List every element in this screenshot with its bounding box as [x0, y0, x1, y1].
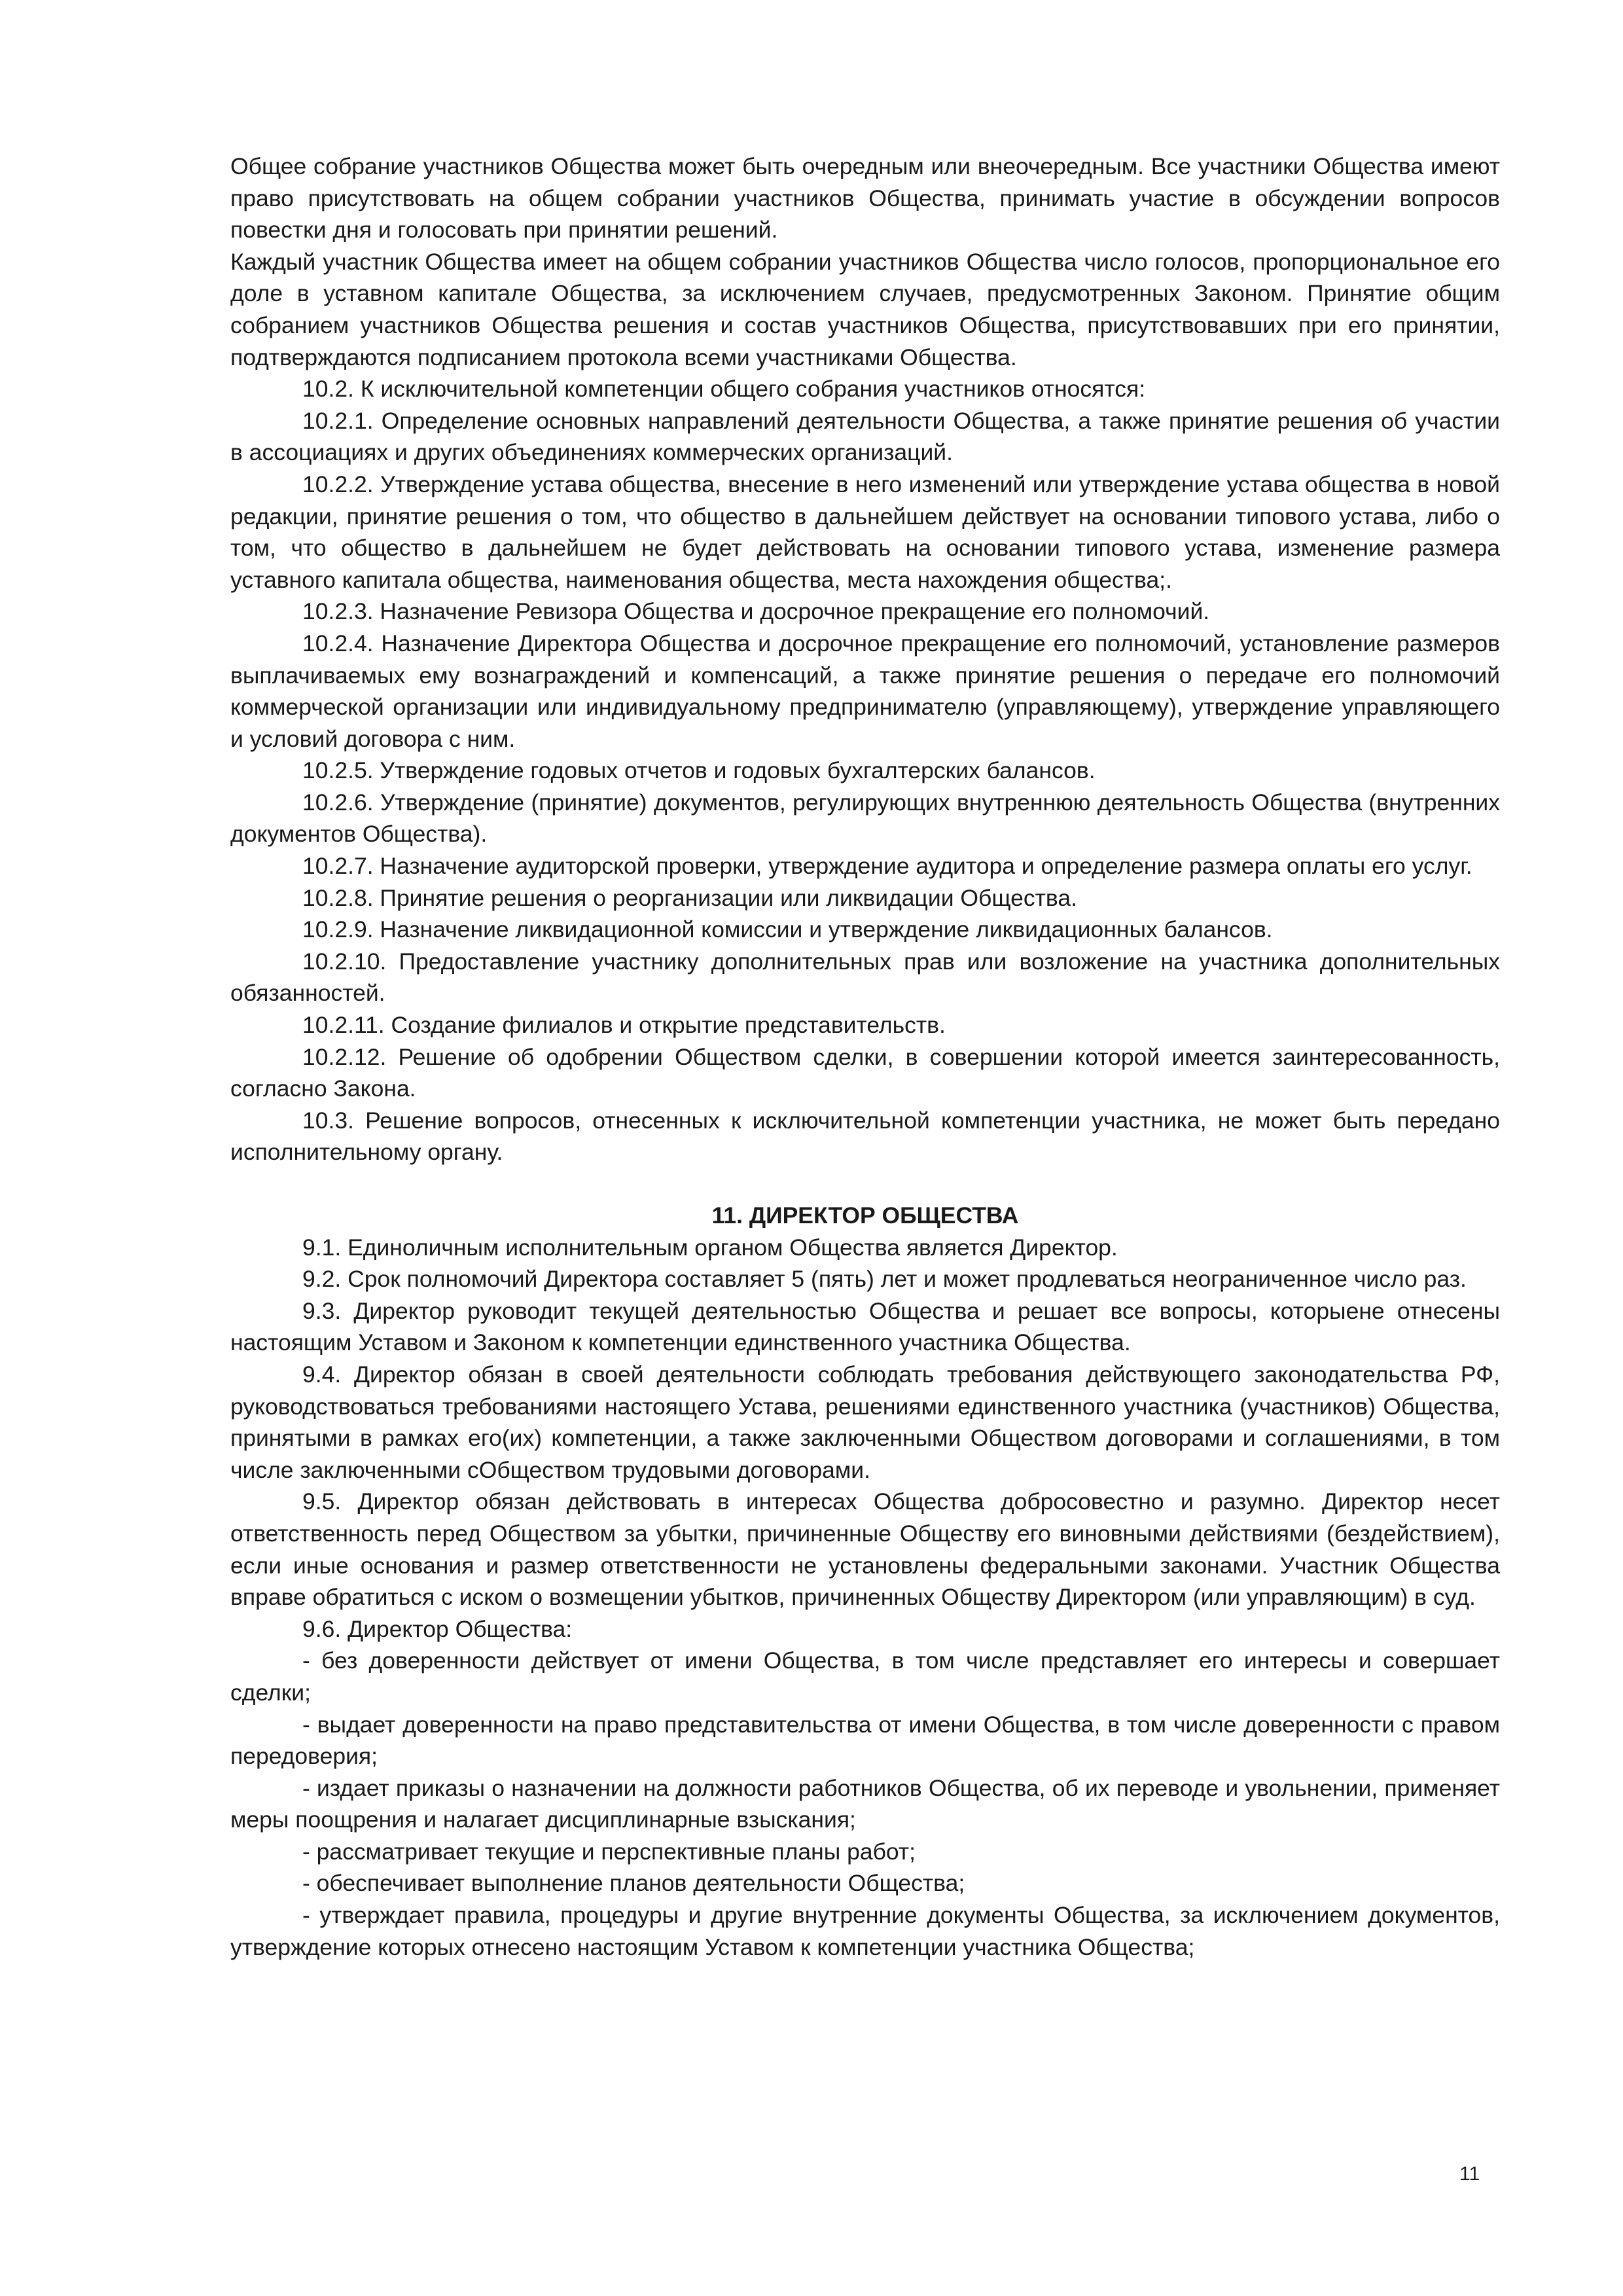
list-item: - рассматривает текущие и перспективные планы работ; [302, 1838, 916, 1865]
clause-10-3: 10.3. Решение вопросов, отнесенных к исключительной компетенции участника, не может быть передано исполнительному органу. [230, 1107, 1500, 1166]
list-item: - без доверенности действует от имени Общества, в том числе представляет его интересы и совершает сделки; [230, 1647, 1500, 1706]
clause-10-2-11: 10.2.11. Создание филиалов и открытие представительств. [302, 1012, 946, 1039]
clause-10-2-5: 10.2.5. Утверждение годовых отчетов и годовых бухгалтерских балансов. [302, 757, 1096, 784]
clause-10-2: 10.2. К исключительной компетенции общего собрания участников относятся: [302, 376, 1146, 403]
clause-10-2-12: 10.2.12. Решение об одобрении Обществом сделки, в совершении которой имеется заинтересованность, согласно Закона. [230, 1043, 1500, 1102]
clause-10-2-1: 10.2.1. Определение основных направлений деятельности Общества, а также принятие решения об участии в ассоциациях и других объединениях коммерческих организаций. [230, 407, 1500, 466]
list-item: - обеспечивает выполнение планов деятельности Общества; [302, 1870, 965, 1897]
page-number: 11 [1459, 2163, 1480, 2185]
clause-10-2-3: 10.2.3. Назначение Ревизора Общества и досрочное прекращение его полномочий. [302, 598, 1210, 625]
clause-10-2-6: 10.2.6. Утверждение (принятие) документов, регулирующих внутреннюю деятельность Общества (внутренних документов Общества). [230, 789, 1500, 848]
document-page [230, 151, 1500, 1963]
clause-10-2-10: 10.2.10. Предоставление участнику дополнительных прав или возложение на участника дополнительных обязанностей. [230, 948, 1500, 1007]
list-item: - выдает доверенности на право представительства от имени Общества, в том числе доверенности с правом передоверия; [230, 1711, 1500, 1770]
section-heading: 11. ДИРЕКТОР ОБЩЕСТВА [711, 1202, 1019, 1229]
clause-9-2: 9.2. Срок полномочий Директора составляет 5 (пять) лет и может продлеваться неограниченное число раз. [302, 1266, 1467, 1293]
clause-9-1: 9.1. Единоличным исполнительным органом Общества является Директор. [302, 1234, 1118, 1261]
clause-9-3: 9.3. Директор руководит текущей деятельностью Общества и решает все вопросы, которыене отнесены настоящим Уставом и Законом к компетенции единственного участника Общества. [230, 1297, 1500, 1356]
clause-9-5: 9.5. Директор обязан действовать в интересах Общества добросовестно и разумно. Директор несет ответственность перед Обществом за убытки, причиненные Обществу его виновными действиями (бездействием), если иные основания и размер ответственности не установлены федеральными законами. Участник Общества вправе обратиться с иском о возмещении убытков, причиненных Обществу Директором (или управляющим) в суд. [230, 1488, 1500, 1611]
clause-10-2-9: 10.2.9. Назначение ликвидационной комиссии и утверждение ликвидационных балансов. [302, 916, 1273, 943]
list-item: - издает приказы о назначении на должности работников Общества, об их переводе и увольнении, применяет меры поощрения и налагает дисциплинарные взыскания; [230, 1774, 1500, 1833]
clause-10-2-7: 10.2.7. Назначение аудиторской проверки, утверждение аудитора и определение размера оплаты его услуг. [302, 853, 1472, 880]
clause-10-2-2: 10.2.2. Утверждение устава общества, внесение в него изменений или утверждение устава общества в новой редакции, принятие решения о том, что общество в дальнейшем действует на основании типового устава, либо о том, что общество в дальнейшем не будет действовать на основании типового устава, изменение размера уставного капитала общества, наименования общества, места нахождения общества;. [230, 471, 1500, 593]
list-item: - утверждает правила, процедуры и другие внутренние документы Общества, за исключением документов, утверждение которых отнесено настоящим Уставом к компетенции участника Общества; [230, 1902, 1500, 1960]
paragraph: Каждый участник Общества имеет на общем собрании участников Общества число голосов, пропорциональное его доле в уставном капитале Общества, за исключением случаев, предусмотренных Законом. Принятие общим собранием участников Общества решения и состав участников Общества, присутствовавших при его принятии, подтверждаются подписанием протокола всеми участниками Общества. [230, 248, 1500, 370]
clause-9-6: 9.6. Директор Общества: [302, 1615, 573, 1642]
paragraph: Общее собрание участников Общества может быть очередным или внеочередным. Все участники Общества имеют право присутствовать на общем собрании участников Общества, принимать участие в обсуждении вопросов повестки дня и голосовать при принятии решений. [230, 153, 1500, 243]
clause-10-2-8: 10.2.8. Принятие решения о реорганизации или ликвидации Общества. [302, 884, 1077, 911]
clause-9-4: 9.4. Директор обязан в своей деятельности соблюдать требования действующего законодательства РФ, руководствоваться требованиями настоящего Устава, решениями единственного участника (участников) Общества, принятыми в рамках его(их) компетенции, а также заключенными Обществом договорами и соглашениями, в том числе заключенными сОбществом трудовыми договорами. [230, 1361, 1500, 1483]
clause-10-2-4: 10.2.4. Назначение Директора Общества и досрочное прекращение его полномочий, установление размеров выплачиваемых ему вознаграждений и компенсаций, а также принятие решения о передаче его полномочий коммерческой организации или индивидуальному предпринимателю (управляющему), утверждение управляющего и условий договора с ним. [230, 630, 1500, 752]
